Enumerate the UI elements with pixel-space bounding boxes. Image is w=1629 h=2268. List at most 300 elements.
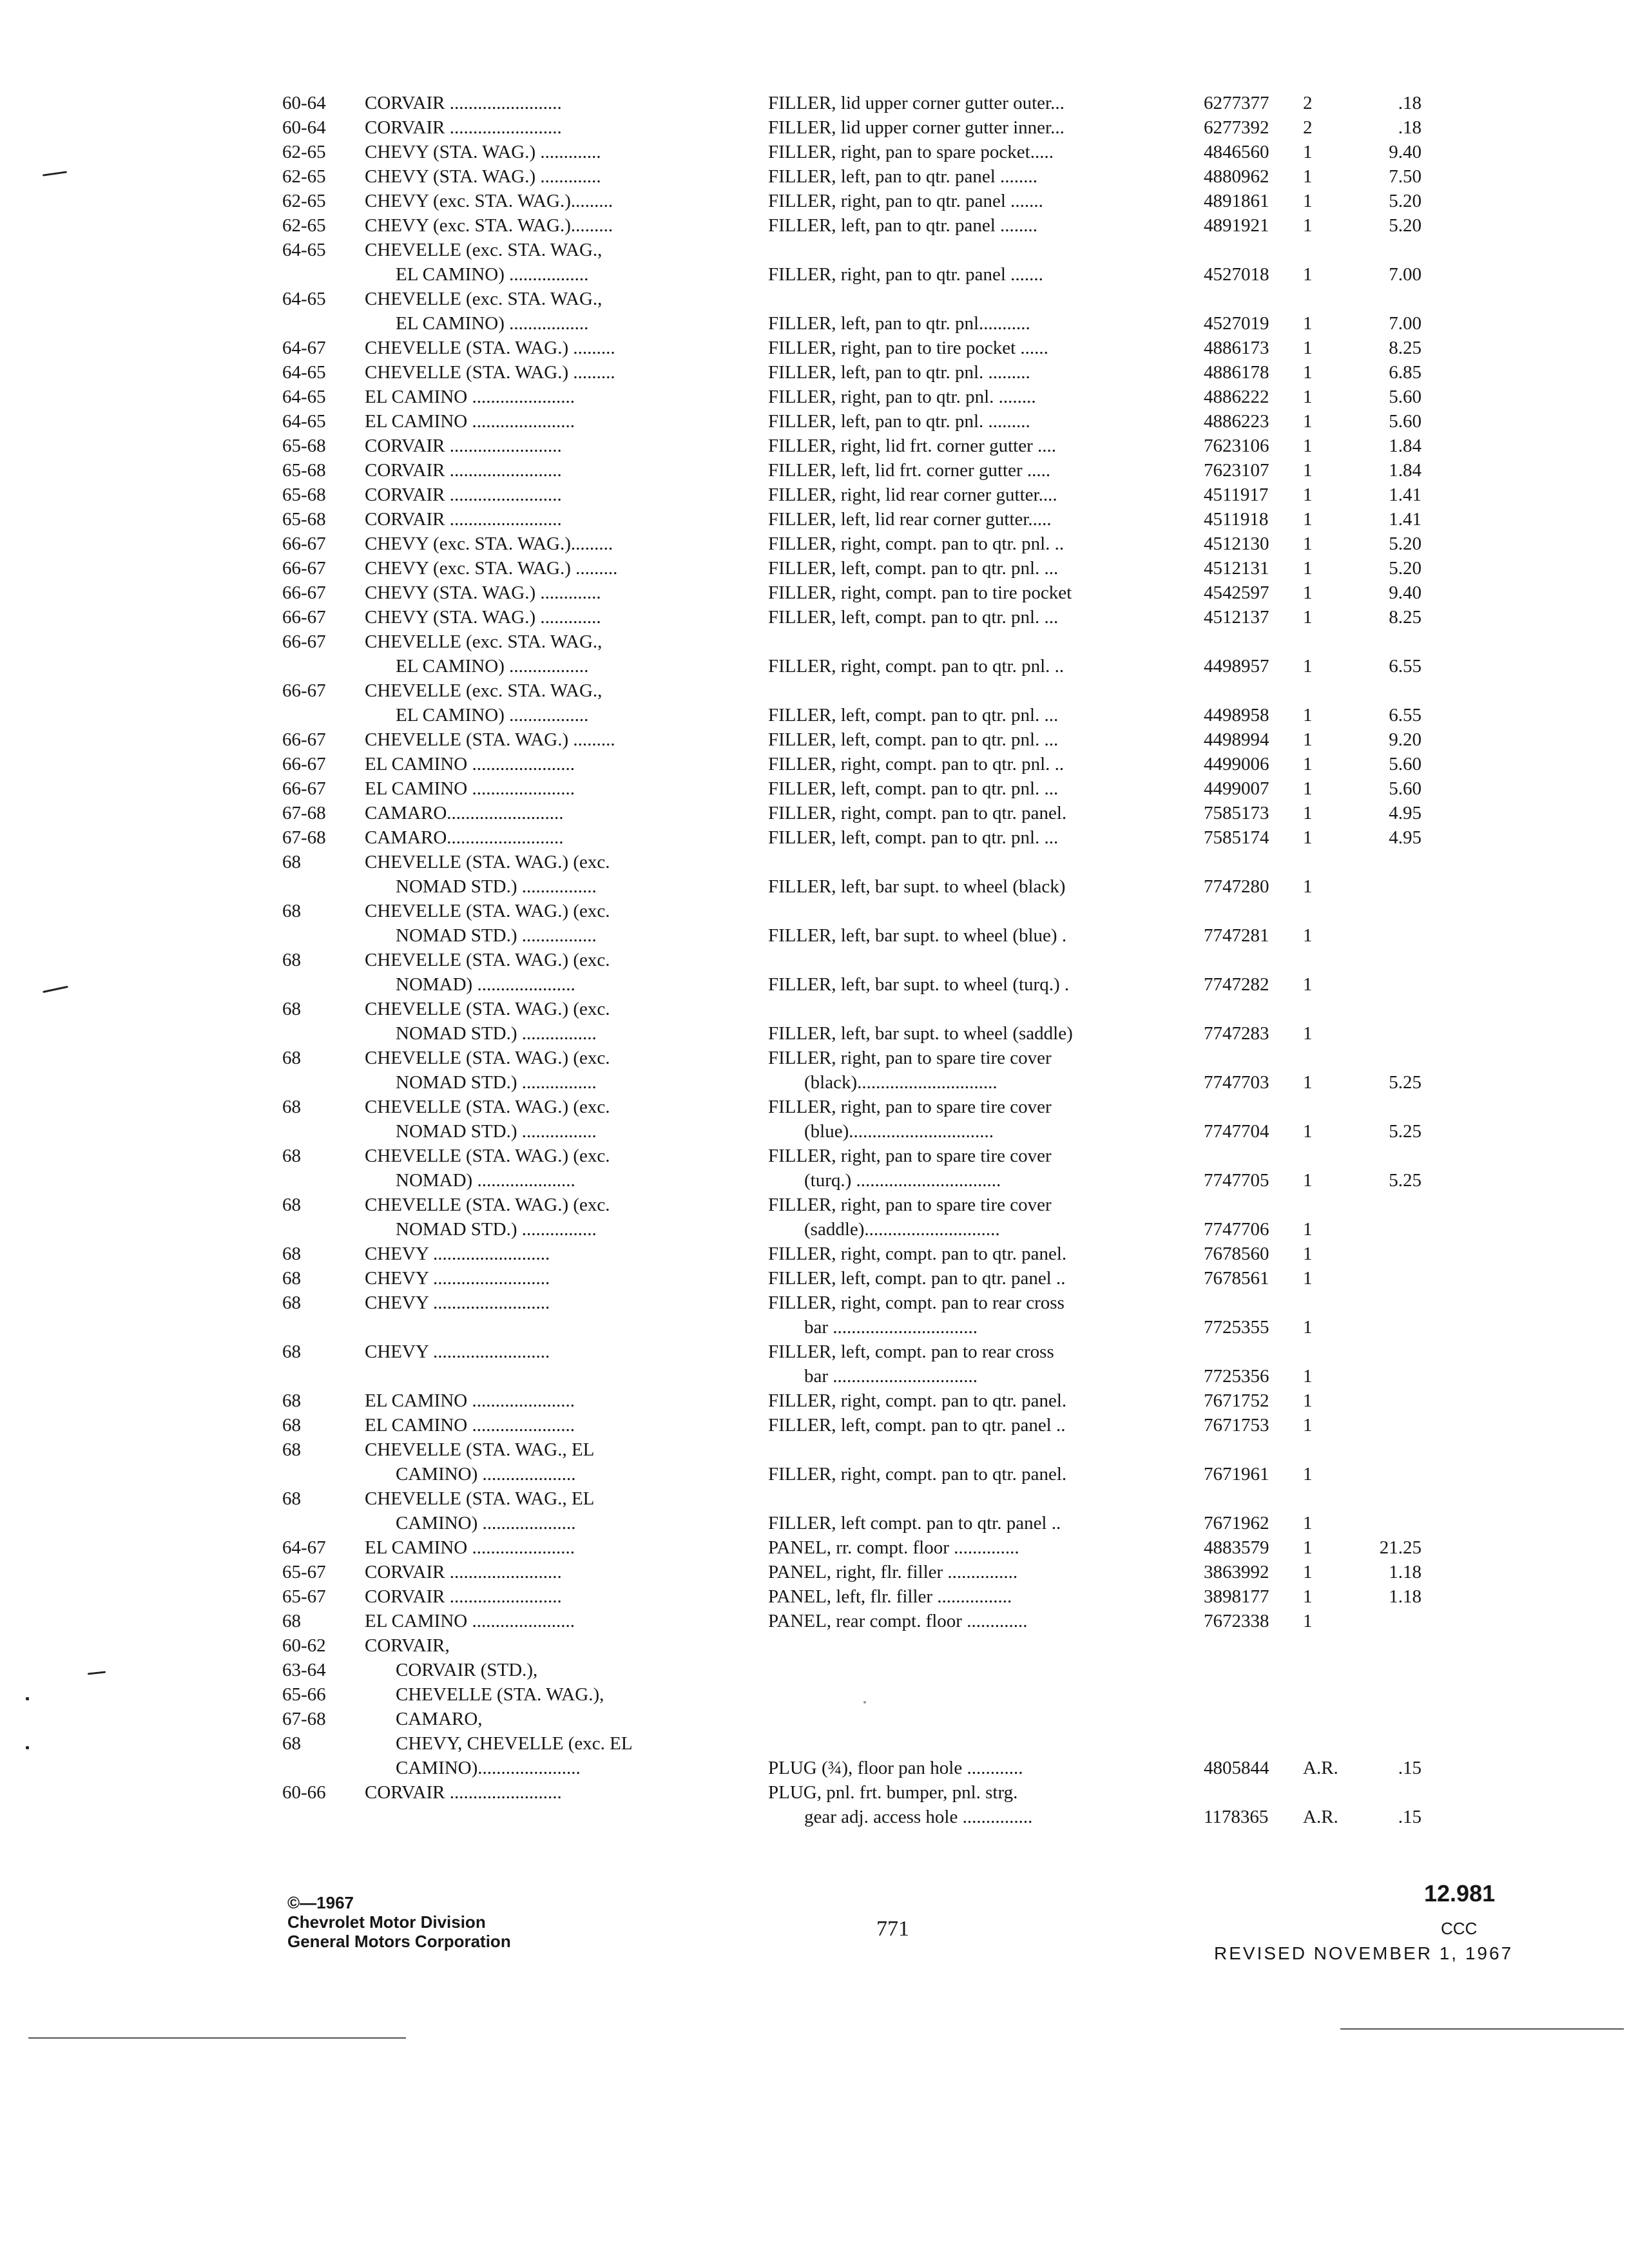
entry-line [0, 458, 1629, 483]
part-number-cell: 4498958 [1204, 705, 1269, 726]
year-cell: 68 [282, 950, 301, 970]
quantity-cell: 1 [1303, 509, 1313, 530]
price-cell: 5.60 [1389, 778, 1422, 799]
catalog-entry [0, 91, 1629, 115]
quantity-cell: 1 [1303, 827, 1313, 848]
part-number-cell: 4886173 [1204, 338, 1269, 358]
model-cell: CHEVELLE (STA. WAG.), [396, 1684, 604, 1705]
year-cell: 68 [282, 1611, 301, 1631]
quantity-cell: 1 [1303, 803, 1313, 823]
model-cell: CHEVELLE (STA. WAG., EL [365, 1439, 595, 1460]
model-cell: CHEVY, CHEVELLE (exc. EL [396, 1733, 633, 1754]
price-cell: 8.25 [1389, 607, 1422, 628]
entry-line [0, 336, 1629, 360]
description-cell: PLUG (¾), floor pan hole ............ [768, 1758, 1023, 1778]
description-cell: bar ............................... [804, 1366, 978, 1387]
catalog-entry [0, 1560, 1629, 1584]
catalog-entry [0, 1144, 1629, 1193]
description-cell: FILLER, right, compt. pan to qtr. pnl. .. [768, 656, 1065, 677]
catalog-entry [0, 801, 1629, 825]
description-cell: FILLER, right, pan to spare tire cover [768, 1146, 1052, 1166]
quantity-cell: 1 [1303, 974, 1313, 995]
part-number-cell: 4499007 [1204, 778, 1269, 799]
entry-line [0, 532, 1629, 556]
entry-line [0, 1315, 1629, 1340]
year-cell: 68 [282, 1048, 301, 1068]
description-cell: FILLER, left compt. pan to qtr. panel .. [768, 1513, 1061, 1533]
model-cell: CHEVY ......................... [365, 1341, 550, 1362]
model-cell: EL CAMINO ...................... [365, 1537, 575, 1558]
price-cell: 1.84 [1389, 460, 1422, 481]
model-cell: CHEVELLE (STA. WAG.) ......... [365, 338, 615, 358]
entry-line [0, 605, 1629, 629]
description-cell: FILLER, right, compt. pan to rear cross [768, 1293, 1065, 1313]
quantity-cell: 1 [1303, 1415, 1313, 1436]
catalog-entry [0, 1291, 1629, 1340]
model-cell: NOMAD STD.) ................ [396, 876, 597, 897]
year-cell: 68 [282, 1268, 301, 1289]
model-cell: CHEVELLE (STA. WAG.) (exc. [365, 852, 610, 872]
entry-line [0, 1266, 1629, 1291]
entry-line [0, 483, 1629, 507]
entry-line [0, 1340, 1629, 1364]
catalog-entry [0, 164, 1629, 189]
description-cell: FILLER, left, lid rear corner gutter..... [768, 509, 1052, 530]
catalog-entry [0, 532, 1629, 556]
description-cell: FILLER, left, compt. pan to qtr. pnl. ... [768, 778, 1059, 799]
price-cell: 9.40 [1389, 582, 1422, 603]
part-number-cell: 4527018 [1204, 264, 1269, 285]
entry-line [0, 654, 1629, 678]
quantity-cell: 1 [1303, 1390, 1313, 1411]
entry-line [0, 752, 1629, 776]
year-cell: 64-67 [282, 1537, 326, 1558]
bottom-rule-left [28, 2037, 406, 2039]
model-cell: CHEVELLE (STA. WAG.) (exc. [365, 1048, 610, 1068]
part-number-cell: 4512137 [1204, 607, 1269, 628]
quantity-cell: 1 [1303, 1537, 1313, 1558]
model-cell: CHEVELLE (STA. WAG.) ......... [365, 729, 615, 750]
model-cell: NOMAD STD.) ................ [396, 1121, 597, 1142]
model-cell: CORVAIR ........................ [365, 460, 562, 481]
description-cell: PANEL, rear compt. floor ............. [768, 1611, 1028, 1631]
entry-line [0, 409, 1629, 434]
entry-line [0, 1584, 1629, 1609]
catalog-entry [0, 776, 1629, 801]
description-cell: FILLER, right, pan to qtr. pnl. ........ [768, 387, 1036, 407]
quantity-cell: 1 [1303, 925, 1313, 946]
edge-mark [26, 1746, 29, 1749]
year-cell: 65-67 [282, 1586, 326, 1607]
quantity-cell: 1 [1303, 778, 1313, 799]
code-label: CCC [1441, 1919, 1478, 1938]
entry-line [0, 1609, 1629, 1633]
model-cell: CHEVY (STA. WAG.) ............. [365, 607, 601, 628]
price-cell: .15 [1398, 1807, 1422, 1827]
year-cell: 68 [282, 1293, 301, 1313]
group-number: 12.981 [1424, 1880, 1496, 1907]
part-number-cell: 4498994 [1204, 729, 1269, 750]
catalog-entry [0, 1780, 1629, 1829]
model-cell: CAMARO, [396, 1709, 483, 1729]
year-cell: 68 [282, 1341, 301, 1362]
model-cell: CORVAIR ........................ [365, 117, 562, 138]
quantity-cell: 1 [1303, 485, 1313, 505]
part-number-cell: 3898177 [1204, 1586, 1269, 1607]
model-cell: NOMAD STD.) ................ [396, 1023, 597, 1044]
description-cell: FILLER, left, bar supt. to wheel (blue) . [768, 925, 1067, 946]
entry-line [0, 556, 1629, 581]
description-cell: PANEL, right, flr. filler ............... [768, 1562, 1018, 1582]
part-number-cell: 4511917 [1204, 485, 1269, 505]
price-cell: 4.95 [1389, 827, 1422, 848]
price-cell: 7.00 [1389, 264, 1422, 285]
year-cell: 66-67 [282, 558, 326, 579]
price-cell: 5.25 [1389, 1121, 1422, 1142]
description-cell: FILLER, lid upper corner gutter inner... [768, 117, 1065, 138]
price-cell: 5.25 [1389, 1170, 1422, 1191]
price-cell: 5.20 [1389, 191, 1422, 211]
catalog-entry [0, 997, 1629, 1046]
entry-line [0, 1437, 1629, 1462]
entry-line [0, 262, 1629, 287]
catalog-entry [0, 1486, 1629, 1535]
description-cell: FILLER, left, compt. pan to qtr. panel .. [768, 1268, 1066, 1289]
quantity-cell: 1 [1303, 1586, 1313, 1607]
price-cell: 5.25 [1389, 1072, 1422, 1093]
model-cell: CHEVELLE (STA. WAG.) (exc. [365, 950, 610, 970]
entry-line [0, 164, 1629, 189]
entry-line [0, 1144, 1629, 1168]
year-cell: 64-67 [282, 338, 326, 358]
catalog-entry [0, 189, 1629, 213]
model-cell: NOMAD STD.) ................ [396, 1219, 597, 1240]
part-number-cell: 7747281 [1204, 925, 1269, 946]
quantity-cell: 1 [1303, 754, 1313, 774]
entry-line [0, 1707, 1629, 1731]
description-cell: FILLER, right, compt. pan to tire pocket [768, 582, 1072, 603]
description-cell: FILLER, left, compt. pan to qtr. panel .. [768, 1415, 1066, 1436]
part-number-cell: 4886178 [1204, 362, 1269, 383]
catalog-entry [0, 1389, 1629, 1413]
quantity-cell: 1 [1303, 436, 1313, 456]
part-number-cell: 4846560 [1204, 142, 1269, 162]
year-cell: 68 [282, 1390, 301, 1411]
entry-line [0, 1095, 1629, 1119]
entry-line [0, 434, 1629, 458]
part-number-cell: 4891861 [1204, 191, 1269, 211]
catalog-entry [0, 1046, 1629, 1095]
description-cell: FILLER, right, compt. pan to qtr. pnl. .. [768, 533, 1065, 554]
quantity-cell: 1 [1303, 876, 1313, 897]
quantity-cell: 1 [1303, 1219, 1313, 1240]
entry-line [0, 1364, 1629, 1389]
description-cell: (black).............................. [804, 1072, 998, 1093]
model-cell: CORVAIR ........................ [365, 436, 562, 456]
catalog-entry [0, 287, 1629, 336]
model-cell: CHEVY (STA. WAG.) ............. [365, 166, 601, 187]
entry-line [0, 1046, 1629, 1070]
quantity-cell: 1 [1303, 1513, 1313, 1533]
catalog-entry [0, 360, 1629, 385]
quantity-cell: 1 [1303, 264, 1313, 285]
year-cell: 68 [282, 1415, 301, 1436]
entry-line [0, 1633, 1629, 1658]
year-cell: 60-66 [282, 1782, 326, 1803]
entry-line [0, 1805, 1629, 1829]
price-cell: 1.84 [1389, 436, 1422, 456]
description-cell: FILLER, left, compt. pan to qtr. pnl. ... [768, 607, 1059, 628]
year-cell: 67-68 [282, 1709, 326, 1729]
part-number-cell: 4512130 [1204, 533, 1269, 554]
price-cell: 21.25 [1379, 1537, 1422, 1558]
year-cell: 68 [282, 1195, 301, 1215]
part-number-cell: 6277392 [1204, 117, 1269, 138]
description-cell: PANEL, left, flr. filler ................ [768, 1586, 1012, 1607]
part-number-cell: 4498957 [1204, 656, 1269, 677]
year-cell: 67-68 [282, 803, 326, 823]
year-cell: 60-64 [282, 117, 326, 138]
quantity-cell: 1 [1303, 191, 1313, 211]
model-cell: CHEVELLE (STA. WAG.) (exc. [365, 999, 610, 1019]
quantity-cell: 1 [1303, 1317, 1313, 1338]
quantity-cell: 1 [1303, 1611, 1313, 1631]
entry-line [0, 1780, 1629, 1805]
year-cell: 66-67 [282, 533, 326, 554]
description-cell: PANEL, rr. compt. floor .............. [768, 1537, 1019, 1558]
catalog-entry [0, 752, 1629, 776]
description-cell: FILLER, left, pan to qtr. pnl........... [768, 313, 1030, 334]
price-cell: 5.20 [1389, 558, 1422, 579]
quantity-cell: 1 [1303, 1121, 1313, 1142]
model-cell: NOMAD) ..................... [396, 974, 575, 995]
entry-line [0, 385, 1629, 409]
quantity-cell: 2 [1303, 93, 1313, 113]
model-cell: CORVAIR ........................ [365, 509, 562, 530]
entry-line [0, 825, 1629, 850]
model-cell: CAMINO) .................... [396, 1464, 576, 1485]
model-cell: CHEVY (exc. STA. WAG.) ......... [365, 558, 618, 579]
year-cell: 68 [282, 1146, 301, 1166]
entry-line [0, 581, 1629, 605]
model-cell: CHEVELLE (exc. STA. WAG., [365, 631, 602, 652]
model-cell: EL CAMINO) ................. [396, 313, 589, 334]
model-cell: CHEVY (STA. WAG.) ............. [365, 582, 601, 603]
model-cell: EL CAMINO ...................... [365, 387, 575, 407]
quantity-cell: 1 [1303, 313, 1313, 334]
quantity-cell: 1 [1303, 166, 1313, 187]
description-cell: FILLER, right, pan to spare pocket..... [768, 142, 1054, 162]
catalog-entry [0, 140, 1629, 164]
entry-line [0, 801, 1629, 825]
quantity-cell: 1 [1303, 142, 1313, 162]
quantity-cell: 1 [1303, 362, 1313, 383]
description-cell: FILLER, right, lid rear corner gutter.... [768, 485, 1057, 505]
entry-line [0, 1193, 1629, 1217]
catalog-entry [0, 483, 1629, 507]
catalog-entry [0, 1437, 1629, 1486]
description-cell: FILLER, left, pan to qtr. panel ........ [768, 166, 1038, 187]
description-cell: FILLER, right, pan to spare tire cover [768, 1097, 1052, 1117]
model-cell: EL CAMINO) ................. [396, 264, 589, 285]
description-cell: FILLER, right, pan to qtr. panel ....... [768, 264, 1043, 285]
entry-line [0, 1021, 1629, 1046]
year-cell: 62-65 [282, 166, 326, 187]
entry-line [0, 1291, 1629, 1315]
model-cell: EL CAMINO ...................... [365, 1611, 575, 1631]
entry-line [0, 678, 1629, 703]
quantity-cell: 1 [1303, 558, 1313, 579]
price-cell: .18 [1398, 93, 1422, 113]
description-cell: (blue)............................... [804, 1121, 994, 1142]
entry-line [0, 874, 1629, 899]
entry-line [0, 1242, 1629, 1266]
year-cell: 65-67 [282, 1562, 326, 1582]
entry-line [0, 140, 1629, 164]
quantity-cell: 1 [1303, 1366, 1313, 1387]
model-cell: EL CAMINO ...................... [365, 1390, 575, 1411]
description-cell: FILLER, left, bar supt. to wheel (saddle) [768, 1023, 1073, 1044]
catalog-entry [0, 1095, 1629, 1144]
quantity-cell: 1 [1303, 1464, 1313, 1485]
catalog-entry [0, 825, 1629, 850]
catalog-entry [0, 336, 1629, 360]
division-name: Chevrolet Motor Division [287, 1912, 486, 1932]
catalog-entry [0, 434, 1629, 458]
model-cell: CHEVELLE (exc. STA. WAG., [365, 680, 602, 701]
catalog-entry [0, 629, 1629, 678]
description-cell: FILLER, left, pan to qtr. pnl. ......... [768, 362, 1030, 383]
entry-line [0, 972, 1629, 997]
part-number-cell: 7725355 [1204, 1317, 1269, 1338]
entry-line [0, 1389, 1629, 1413]
entry-line [0, 923, 1629, 948]
description-cell: FILLER, left, bar supt. to wheel (turq.) . [768, 974, 1070, 995]
part-number-cell: 7747282 [1204, 974, 1269, 995]
catalog-entry [0, 1340, 1629, 1389]
model-cell: CHEVELLE (STA. WAG.) (exc. [365, 901, 610, 921]
entry-line [0, 899, 1629, 923]
part-number-cell: 4527019 [1204, 313, 1269, 334]
page-number: 771 [876, 1917, 909, 1941]
part-number-cell: 1178365 [1204, 1807, 1269, 1827]
price-cell: 4.95 [1389, 803, 1422, 823]
year-cell: 60-62 [282, 1635, 326, 1656]
part-number-cell: 7747704 [1204, 1121, 1269, 1142]
year-cell: 68 [282, 901, 301, 921]
entry-line [0, 1486, 1629, 1511]
model-cell: CORVAIR ........................ [365, 485, 562, 505]
model-cell: CHEVELLE (STA. WAG.) (exc. [365, 1195, 610, 1215]
corporation-name: General Motors Corporation [287, 1932, 511, 1951]
year-cell: 66-67 [282, 680, 326, 701]
description-cell: FILLER, right, compt. pan to qtr. pnl. .. [768, 754, 1065, 774]
year-cell: 68 [282, 1097, 301, 1117]
description-cell: FILLER, lid upper corner gutter outer... [768, 93, 1065, 113]
year-cell: 66-67 [282, 582, 326, 603]
quantity-cell: 1 [1303, 533, 1313, 554]
entry-line [0, 287, 1629, 311]
catalog-entry [0, 409, 1629, 434]
model-cell: CHEVELLE (STA. WAG.) (exc. [365, 1146, 610, 1166]
entry-line [0, 1462, 1629, 1486]
edge-mark [26, 1697, 29, 1700]
entry-line [0, 1756, 1629, 1780]
year-cell: 67-68 [282, 827, 326, 848]
entry-line [0, 948, 1629, 972]
entry-line [0, 1119, 1629, 1144]
part-number-cell: 7747703 [1204, 1072, 1269, 1093]
year-cell: 66-67 [282, 631, 326, 652]
year-cell: 65-68 [282, 436, 326, 456]
quantity-cell: 1 [1303, 1268, 1313, 1289]
description-cell: FILLER, left, compt. pan to qtr. pnl. ... [768, 827, 1059, 848]
entry-line [0, 1511, 1629, 1535]
part-number-cell: 4511918 [1204, 509, 1269, 530]
model-cell: CORVAIR ........................ [365, 1562, 562, 1582]
part-number-cell: 7747705 [1204, 1170, 1269, 1191]
part-number-cell: 7747283 [1204, 1023, 1269, 1044]
catalog-entry [0, 1193, 1629, 1242]
description-cell: FILLER, right, lid frt. corner gutter .... [768, 436, 1056, 456]
entry-line [0, 1658, 1629, 1682]
part-number-cell: 4883579 [1204, 1537, 1269, 1558]
price-cell: 5.60 [1389, 387, 1422, 407]
entry-line [0, 1560, 1629, 1584]
entry-line [0, 1217, 1629, 1242]
description-cell: FILLER, left, bar supt. to wheel (black) [768, 876, 1066, 897]
part-number-cell: 7671962 [1204, 1513, 1269, 1533]
part-number-cell: 7585174 [1204, 827, 1269, 848]
part-number-cell: 7671961 [1204, 1464, 1269, 1485]
catalog-entry [0, 115, 1629, 140]
price-cell: 8.25 [1389, 338, 1422, 358]
catalog-entry [0, 1535, 1629, 1560]
entry-line [0, 1682, 1629, 1707]
entry-line [0, 189, 1629, 213]
model-cell: CAMINO)...................... [396, 1758, 581, 1778]
quantity-cell: 1 [1303, 582, 1313, 603]
price-cell: 9.40 [1389, 142, 1422, 162]
description-cell: PLUG, pnl. frt. bumper, pnl. strg. [768, 1782, 1018, 1803]
price-cell: 1.18 [1389, 1562, 1422, 1582]
year-cell: 64-65 [282, 240, 326, 260]
quantity-cell: 1 [1303, 705, 1313, 726]
entry-line [0, 850, 1629, 874]
copyright-notice: ©—1967 [287, 1893, 354, 1912]
model-cell: CHEVELLE (exc. STA. WAG., [365, 289, 602, 309]
part-number-cell: 7747706 [1204, 1219, 1269, 1240]
catalog-entry [0, 581, 1629, 605]
catalog-entry [0, 727, 1629, 752]
model-cell: CHEVELLE (STA. WAG., EL [365, 1488, 595, 1509]
entry-line [0, 507, 1629, 532]
model-cell: CAMINO) .................... [396, 1513, 576, 1533]
model-cell: CORVAIR ........................ [365, 93, 562, 113]
entry-line [0, 115, 1629, 140]
part-number-cell: 7671752 [1204, 1390, 1269, 1411]
catalog-entry [0, 1242, 1629, 1266]
entry-line [0, 997, 1629, 1021]
price-cell: 1.18 [1389, 1586, 1422, 1607]
model-cell: EL CAMINO ...................... [365, 411, 575, 432]
entry-line [0, 360, 1629, 385]
price-cell: 9.20 [1389, 729, 1422, 750]
catalog-entry [0, 850, 1629, 899]
model-cell: CHEVY (exc. STA. WAG.)......... [365, 191, 613, 211]
price-cell: .15 [1398, 1758, 1422, 1778]
part-number-cell: 4805844 [1204, 1758, 1269, 1778]
